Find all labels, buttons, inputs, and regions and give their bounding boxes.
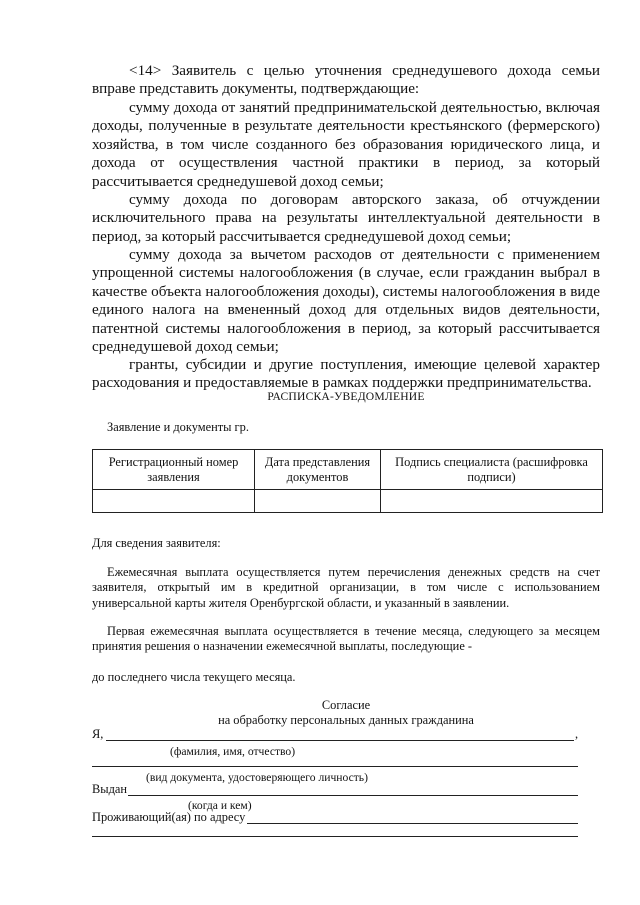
paragraph-grants: гранты, субсидии и другие поступления, имеющие целевой характер расходования и предоставляемые в рамках поддержки предпринимательства. — [92, 356, 600, 392]
receipt-intro: Заявление и документы гр. — [107, 420, 249, 434]
issued-label: Выдан — [92, 782, 128, 796]
table-row — [93, 490, 603, 513]
info-payment-method: Ежемесячная выплата осуществляется путем перечисления денежных средств на счет заявителя, открытый им в кредитной организации, в том числе с использованием универсальной карты жителя Оренбургской области, и указанный в заявлении. — [92, 565, 600, 610]
comma-mark: , — [575, 727, 579, 741]
header-date: Дата представления документов — [255, 450, 381, 490]
id-document-line[interactable] — [92, 766, 578, 767]
info-last-day: до последнего числа текущего месяца. — [92, 670, 296, 684]
address-line-2[interactable] — [92, 836, 578, 837]
issued-line[interactable] — [128, 795, 578, 796]
paragraph-tax-income: сумму дохода за вычетом расходов от деятельности с применением упрощенной системы налогообложения (в случае, если гражданин выбрал в качестве объекта налогообложения доходы), системы налогообложения в виде единого налога на вмененный доход для отдельных видов деятельности, патентной системы налогообложения в период, за который рассчитывается среднедушевой доход семьи; — [92, 246, 600, 356]
receipt-table — [92, 449, 603, 513]
header-signature: Подпись специалиста (расшифровка подписи) — [381, 450, 603, 490]
address-label: Проживающий(ая) по адресу — [92, 810, 246, 824]
ya-label: Я, — [92, 727, 104, 741]
fio-line[interactable] — [106, 740, 574, 741]
info-heading: Для сведения заявителя: — [92, 536, 221, 550]
fio-caption: (фамилия, имя, отчество) — [170, 745, 296, 758]
consent-title: Согласие — [321, 698, 371, 712]
paragraph-business-income: сумму дохода от занятий предпринимательской деятельностью, включая доходы, полученные в результате деятельности крестьянского (фермерского) хозяйства, в том числе созданного без образования юридического лица, и дохода от осуществления частной практики в период, за который рассчитывается среднедушевой доход семьи; — [92, 99, 600, 190]
receipt-title: РАСПИСКА-УВЕДОМЛЕНИЕ — [267, 390, 425, 403]
cell-signature[interactable] — [381, 490, 603, 513]
paragraph-author-income: сумму дохода по договорам авторского заказа, об отчуждении исключительного права на результаты интеллектуальной деятельности в период, за который рассчитывается среднедушевой доход семьи; — [92, 191, 600, 245]
paragraph-intro: <14> Заявитель с целью уточнения среднедушевого дохода семьи вправе представить документы, подтверждающие: — [92, 62, 600, 98]
id-document-caption: (вид документа, удостоверяющего личность) — [146, 771, 368, 784]
header-reg-number: Регистрационный номер заявления — [93, 450, 255, 490]
consent-subtitle: на обработку персональных данных гражданина — [218, 713, 474, 727]
cell-date[interactable] — [255, 490, 381, 513]
issued-caption: (когда и кем) — [188, 799, 252, 812]
cell-reg-number[interactable] — [93, 490, 255, 513]
address-line[interactable] — [247, 823, 578, 824]
table-header-row — [93, 450, 603, 490]
info-first-payment: Первая ежемесячная выплата осуществляется в течение месяца, следующего за месяцем принятия решения о назначении ежемесячной выплаты, последующие - — [92, 624, 600, 654]
